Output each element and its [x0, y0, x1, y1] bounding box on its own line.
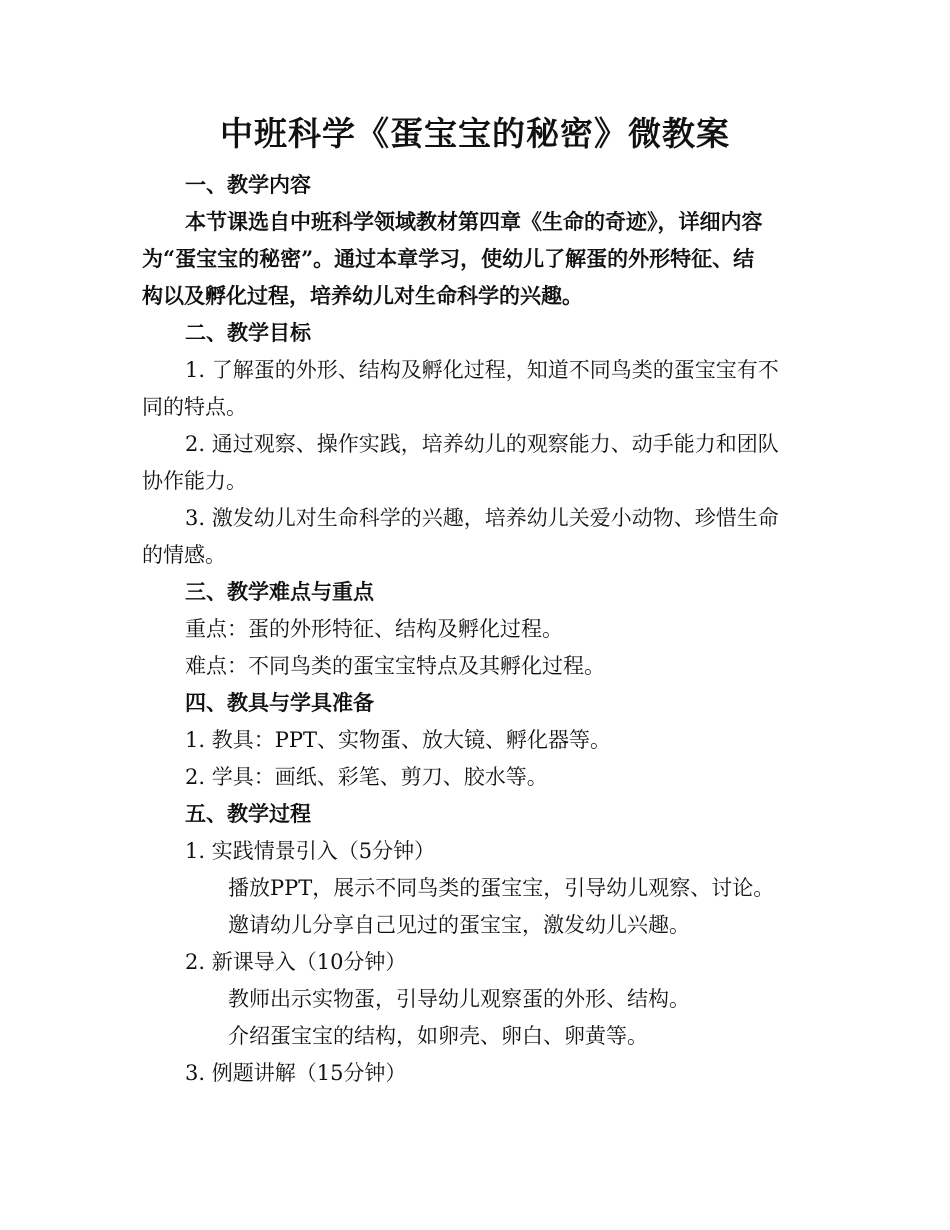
section-heading-objectives: 二、教学目标 [185, 320, 311, 345]
content-paragraph-line: 构以及孵化过程，培养幼儿对生命科学的兴趣。 [142, 283, 583, 308]
section-heading-process: 五、教学过程 [185, 801, 311, 826]
objective-item-line: 1. 了解蛋的外形、结构及孵化过程，知道不同鸟类的蛋宝宝有不 [185, 358, 779, 382]
objective-item-line: 3. 激发幼儿对生命科学的兴趣，培养幼儿关爱小动物、珍惜生命 [185, 506, 779, 530]
process-step-detail: 邀请幼儿分享自己见过的蛋宝宝，激发幼儿兴趣。 [228, 913, 690, 937]
process-step-detail: 教师出示实物蛋，引导幼儿观察蛋的外形、结构。 [228, 987, 690, 1011]
objective-item-line: 同的特点。 [142, 395, 247, 419]
process-step-detail: 播放PPT，展示不同鸟类的蛋宝宝，引导幼儿观察、讨论。 [228, 876, 775, 900]
section-heading-key-points: 三、教学难点与重点 [185, 579, 374, 604]
section-heading-content: 一、教学内容 [185, 172, 311, 197]
process-step-label: 1. 实践情景引入（5分钟） [185, 839, 436, 863]
materials-line: 1. 教具：PPT、实物蛋、放大镜、孵化器等。 [185, 728, 611, 752]
objective-item-line: 2. 通过观察、操作实践，培养幼儿的观察能力、动手能力和团队 [185, 432, 779, 456]
section-heading-materials: 四、教具与学具准备 [185, 690, 374, 715]
objective-item-line: 的情感。 [142, 543, 226, 567]
objective-item-line: 协作能力。 [142, 469, 247, 493]
difficulty-line: 难点：不同鸟类的蛋宝宝特点及其孵化过程。 [185, 654, 605, 678]
content-paragraph-line: 本节课选自中班科学领域教材第四章《生命的奇迹》，详细内容 [185, 209, 763, 234]
process-step-detail: 介绍蛋宝宝的结构，如卵壳、卵白、卵黄等。 [228, 1024, 648, 1048]
process-step-label: 2. 新课导入（10分钟） [185, 950, 407, 974]
key-point-line: 重点：蛋的外形特征、结构及孵化过程。 [185, 617, 563, 641]
page-title: 中班科学《蛋宝宝的秘密》微教案 [220, 114, 730, 153]
materials-line: 2. 学具：画纸、彩笔、剪刀、胶水等。 [185, 765, 548, 789]
content-paragraph-line: 为“蛋宝宝的秘密”。通过本章学习，使幼儿了解蛋的外形特征、结 [142, 246, 755, 271]
process-step-label: 3. 例题讲解（15分钟） [185, 1061, 407, 1085]
